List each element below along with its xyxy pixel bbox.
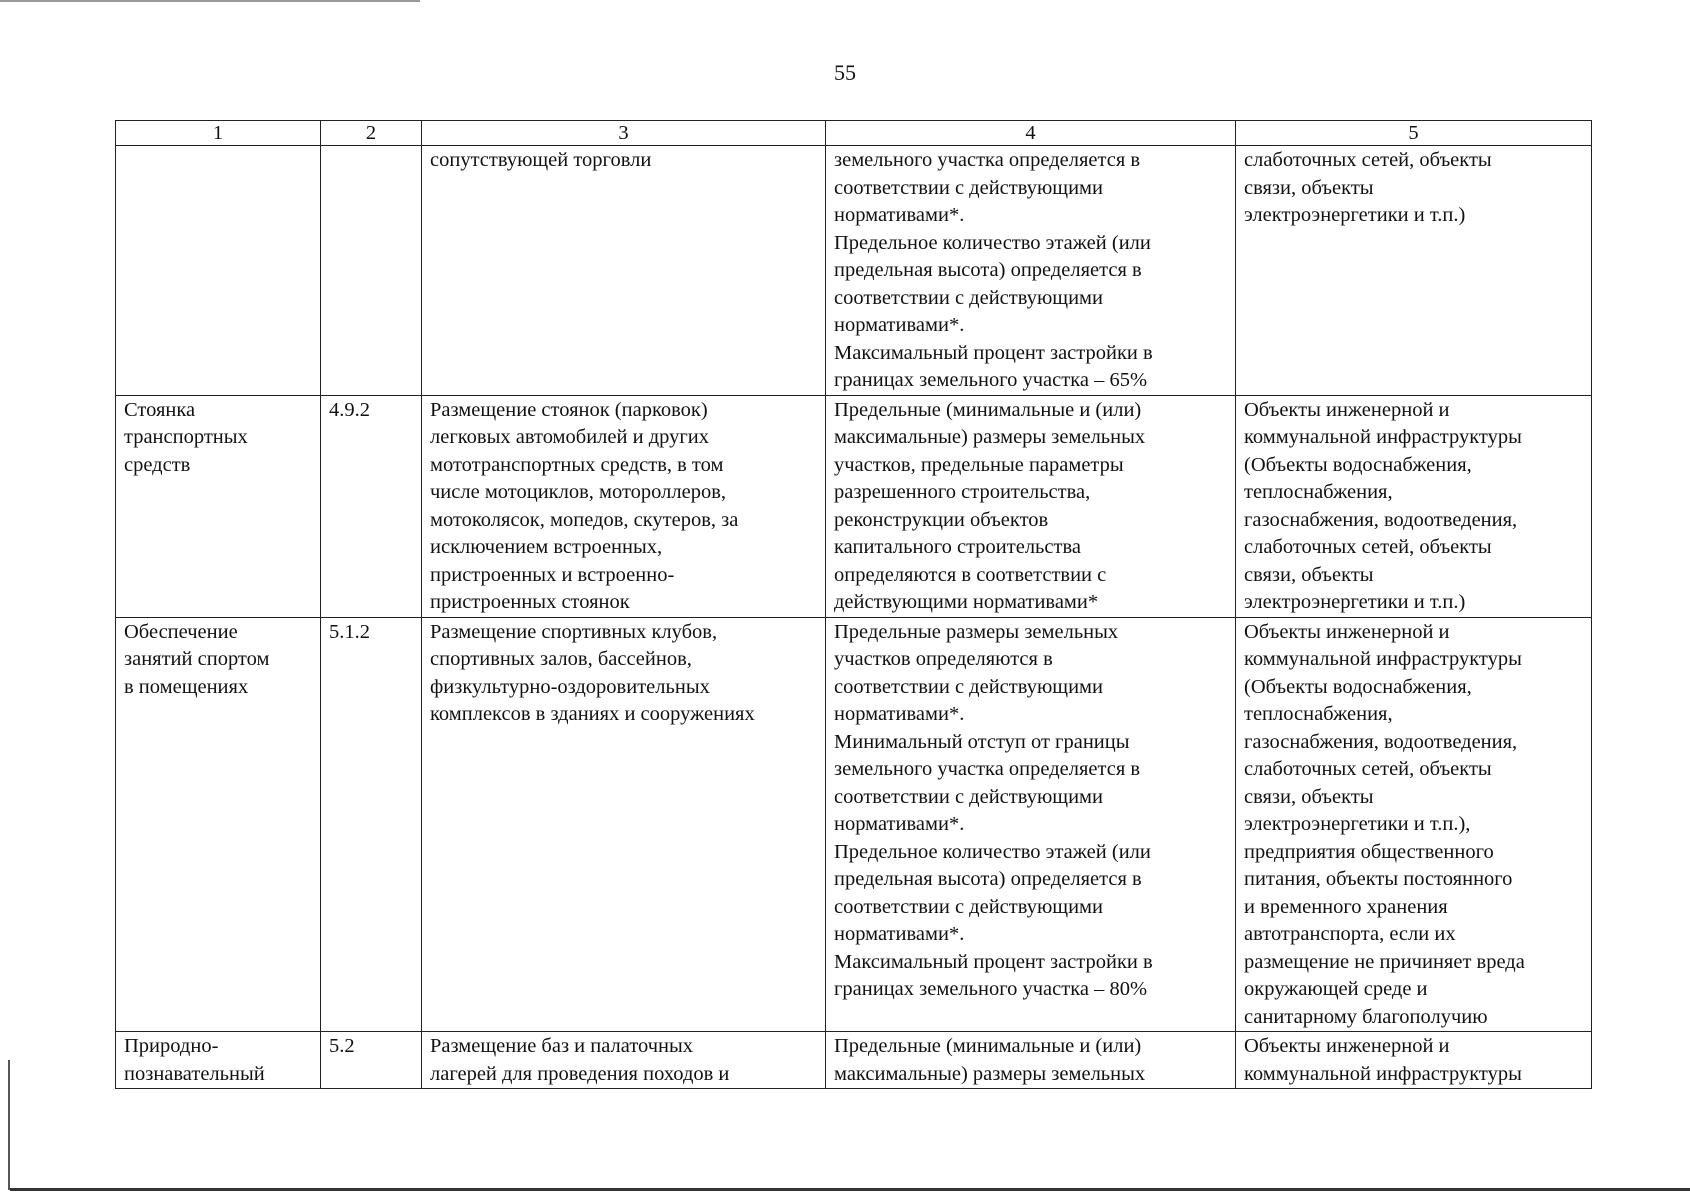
cell-use-name — [116, 146, 321, 396]
cell-auxiliary-uses: слаботочных сетей, объекты связи, объекты электроэнергетики и т.п.) — [1236, 146, 1592, 396]
cell-auxiliary-uses: Объекты инженерной и коммунальной инфраструктуры (Объекты водоснабжения, теплоснабжения, газоснабжения, водоотведения, слаботочных сетей, объекты связи, объекты электроэнергетики и т.п.), предприятия общественного питания, объекты постоянного и временного хранения автотранспорта, если их размещение не причиняет вреда окружающей среде и санитарному благополучию — [1236, 617, 1592, 1032]
cell-use-name: Стоянка транспортных средств — [116, 395, 321, 617]
scan-edge-bottom — [10, 1188, 1690, 1191]
cell-description: Размещение баз и палаточных лагерей для проведения походов и — [422, 1032, 826, 1089]
cell-auxiliary-uses: Объекты инженерной и коммунальной инфраструктуры — [1236, 1032, 1592, 1089]
regulations-table — [115, 120, 1592, 1089]
cell-code: 4.9.2 — [321, 395, 422, 617]
cell-code: 5.2 — [321, 1032, 422, 1089]
table-row — [116, 617, 1592, 1032]
cell-code: 5.1.2 — [321, 617, 422, 1032]
table-row — [116, 395, 1592, 617]
header-col-2: 2 — [321, 121, 422, 146]
header-col-5: 5 — [1236, 121, 1592, 146]
table-row — [116, 146, 1592, 396]
page-number: 55 — [834, 60, 856, 85]
cell-description: Размещение спортивных клубов, спортивных залов, бассейнов, физкультурно-оздоровительных комплексов в зданиях и сооружениях — [422, 617, 826, 1032]
header-col-1: 1 — [116, 121, 321, 146]
cell-use-name: Природно- познавательный — [116, 1032, 321, 1089]
cell-parameters: земельного участка определяется в соответствии с действующими нормативами*. Предельное количество этажей (или предельная высота) определяется в соответствии с действующими нормативами*. Максимальный процент застройки в границах земельного участка – 65% — [826, 146, 1236, 396]
cell-parameters: Предельные (минимальные и (или) максимальные) размеры земельных участков, предельные параметры разрешенного строительства, реконструкции объектов капитального строительства определяются в соответствии с действующими нормативами* — [826, 395, 1236, 617]
scan-edge-top — [0, 0, 420, 2]
cell-description: Размещение стоянок (парковок) легковых автомобилей и других мототранспортных средств, в том числе мотоциклов, мотороллеров, мотоколясок, мопедов, скутеров, за исключением встроенных, пристроенных и встроенно- пристроенных стоянок — [422, 395, 826, 617]
scan-edge-left — [8, 1060, 10, 1190]
cell-auxiliary-uses: Объекты инженерной и коммунальной инфраструктуры (Объекты водоснабжения, теплоснабжения, газоснабжения, водоотведения, слаботочных сетей, объекты связи, объекты электроэнергетики и т.п.) — [1236, 395, 1592, 617]
cell-description: сопутствующей торговли — [422, 146, 826, 396]
table-row — [116, 1032, 1592, 1089]
cell-parameters: Предельные (минимальные и (или) максимальные) размеры земельных — [826, 1032, 1236, 1089]
cell-use-name: Обеспечение занятий спортом в помещениях — [116, 617, 321, 1032]
header-col-3: 3 — [422, 121, 826, 146]
header-col-4: 4 — [826, 121, 1236, 146]
cell-parameters: Предельные размеры земельных участков определяются в соответствии с действующими нормативами*. Минимальный отступ от границы земельного участка определяется в соответствии с действующими нормативами*. Предельное количество этажей (или предельная высота) определяется в соответствии с действующими нормативами*. Максимальный процент застройки в границах земельного участка – 80% — [826, 617, 1236, 1032]
table-header-row — [116, 121, 1592, 146]
cell-code — [321, 146, 422, 396]
